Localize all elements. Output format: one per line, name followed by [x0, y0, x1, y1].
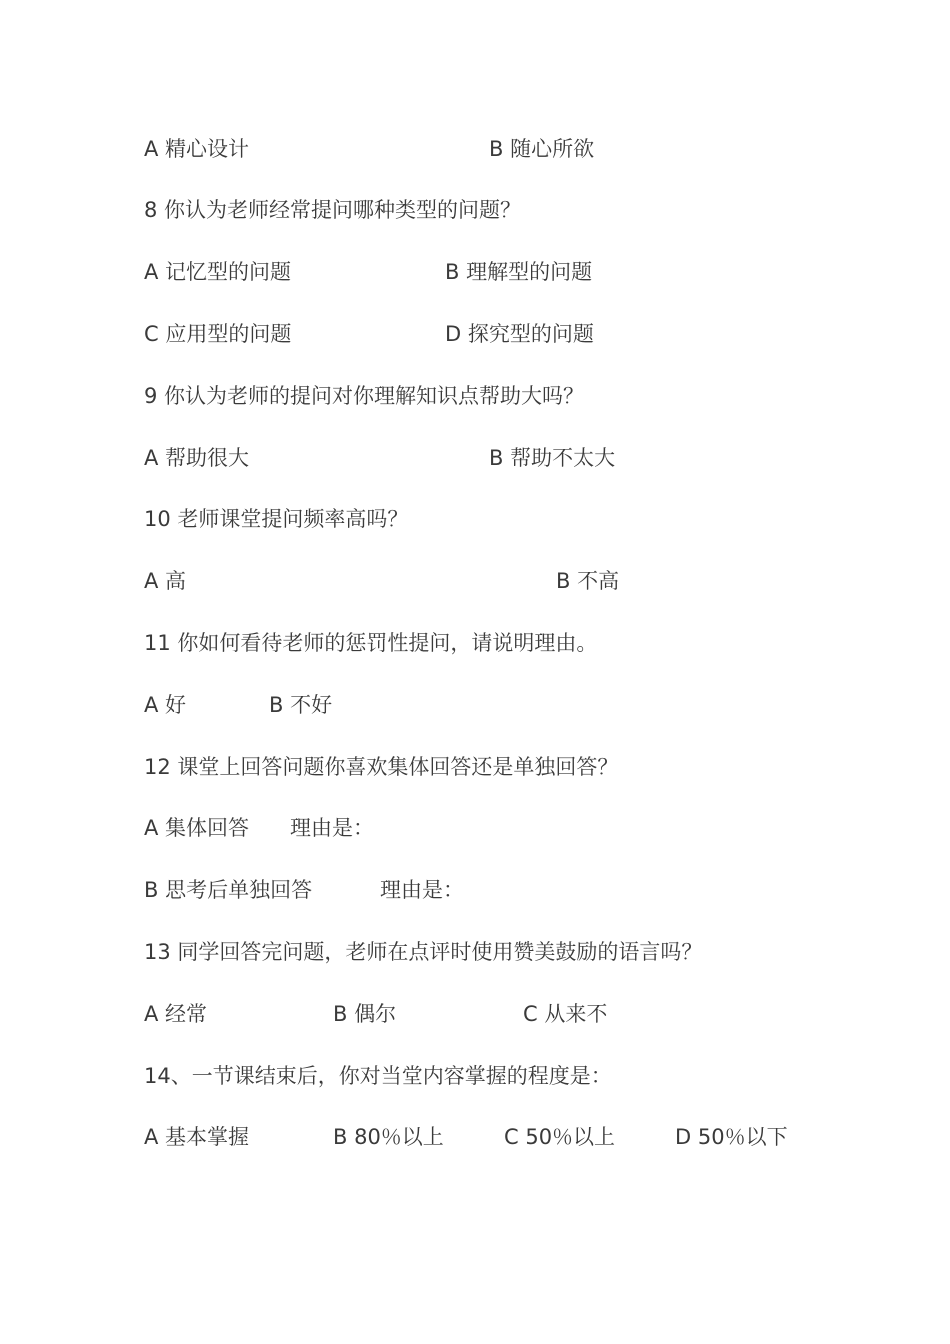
question-11	[0, 623, 950, 663]
question-8	[0, 190, 950, 230]
option-b: B 帮助不太大	[489, 446, 616, 470]
option-b: B 理解型的问题	[445, 260, 593, 284]
option-c: C 50％以上	[504, 1125, 616, 1149]
question-text: 10 老师课堂提问频率高吗？	[144, 507, 409, 531]
option-a: A 基本掌握	[144, 1125, 250, 1149]
answer-line-q11	[0, 685, 950, 725]
answer-line-q12-2	[0, 870, 950, 910]
option-a: A 精心设计	[144, 137, 250, 161]
answer-line-q14	[0, 1117, 950, 1157]
question-text: 8 你认为老师经常提问哪种类型的问题？	[144, 198, 522, 222]
question-text: 12 课堂上回答问题你喜欢集体回答还是单独回答？	[144, 755, 619, 779]
option-a: A 好	[144, 693, 187, 717]
answer-line-q9	[0, 438, 950, 478]
question-14	[0, 1056, 950, 1096]
reason-label: 理由是：	[380, 878, 464, 902]
option-b: B 80％以上	[333, 1125, 444, 1149]
question-13	[0, 932, 950, 972]
option-a: A 集体回答	[144, 816, 250, 840]
question-10	[0, 499, 950, 539]
answer-line-q13	[0, 994, 950, 1034]
option-b: B 思考后单独回答	[144, 878, 313, 902]
question-12	[0, 747, 950, 787]
option-a: A 记忆型的问题	[144, 260, 292, 284]
option-b: B 不高	[556, 569, 620, 593]
question-text: 13 同学回答完问题，老师在点评时使用赞美鼓励的语言吗？	[144, 940, 703, 964]
answer-line-q8-1	[0, 252, 950, 292]
question-text: 9 你认为老师的提问对你理解知识点帮助大吗？	[144, 384, 585, 408]
option-a: A 帮助很大	[144, 446, 250, 470]
reason-label: 理由是：	[290, 816, 374, 840]
option-a: A 高	[144, 569, 187, 593]
question-text: 11 你如何看待老师的惩罚性提问，请说明理由。	[144, 631, 598, 655]
answer-line-q8-2	[0, 314, 950, 354]
question-text: 14、一节课结束后，你对当堂内容掌握的程度是：	[144, 1064, 612, 1088]
option-c: C 应用型的问题	[144, 322, 292, 346]
option-b: B 不好	[269, 693, 333, 717]
option-b: B 随心所欲	[489, 137, 595, 161]
option-d: D 探究型的问题	[445, 322, 594, 346]
answer-line-q7	[0, 129, 950, 169]
answer-line-q12-1	[0, 808, 950, 848]
option-c: C 从来不	[523, 1002, 608, 1026]
option-b: B 偶尔	[333, 1002, 397, 1026]
option-a: A 经常	[144, 1002, 208, 1026]
question-9	[0, 376, 950, 416]
answer-line-q10	[0, 561, 950, 601]
option-d: D 50％以下	[675, 1125, 788, 1149]
